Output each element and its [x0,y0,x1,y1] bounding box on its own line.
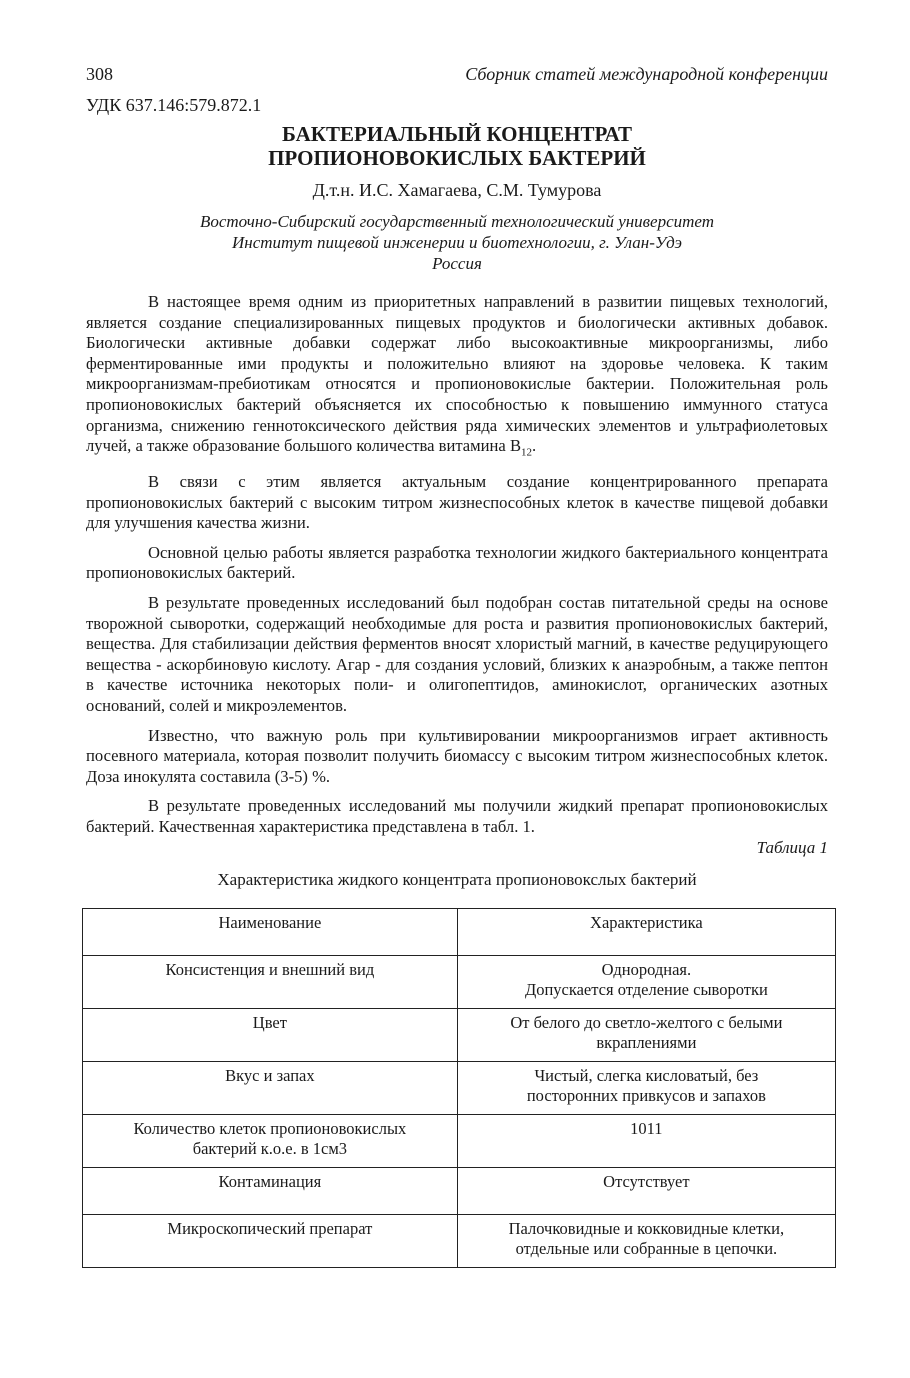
row-name [83,1114,458,1167]
paragraph-2: В связи с этим является актуальным создание концентрированного препарата пропионовокислых бактерий с высоким титром жизнеспособных клеток в качестве пищевой добавки для улучшения качества жизни. [86,472,828,533]
affiliation [86,211,828,274]
row-value [457,955,835,1008]
running-header [86,64,828,85]
row-name-line: Количество клеток пропионовокислых [133,1118,407,1138]
row-name: Контаминация [83,1167,458,1214]
row-value-line: 1011 [630,1118,663,1138]
table-header-row [83,908,836,955]
row-value-line: Чистый, слегка кисловатый, без [534,1065,759,1085]
row-value [457,1214,835,1267]
row-value-line: Отсутствует [603,1171,690,1191]
row-name-line: бактерий к.о.е. в 1см3 [192,1138,348,1158]
row-value [457,1167,835,1214]
table-row [83,955,836,1008]
paragraph-5: Известно, что важную роль при культивировании микроорганизмов играет активность посевного материала, которая позволит получить биомассу с высоким титром жизнеспособных клеток. Доза инокулята составила (3-5) %. [86,725,828,786]
table-number: Таблица 1 [756,837,828,857]
vitamin-subscript: 12 [521,446,533,459]
paragraph-6: В результате проведенных исследований мы получили жидкий препарат пропионовокислых бактерий. Качественная характеристика представлена в табл. 1. [86,796,828,836]
paper-page [86,64,828,1268]
affiliation-line-1: Восточно-Сибирский государственный технологический университет [199,212,715,231]
table-row [83,1061,836,1114]
table-row [83,1167,836,1214]
paragraph-1-end: . [532,436,537,456]
udc-code: УДК 637.146:579.872.1 [86,95,262,115]
table-row [83,1008,836,1061]
affiliation-line-3: Россия [432,254,482,273]
row-value-line: отдельные или собранные в цепочки. [515,1238,778,1258]
row-value [457,1061,835,1114]
row-value [457,1114,835,1167]
row-value-line: вкраплениями [596,1032,697,1052]
affiliation-line-2: Институт пищевой инженерии и биотехнологии, г. Улан-Удэ [232,233,682,252]
authors: Д.т.н. И.С. Хамагаева, С.М. Тумурова [312,180,602,200]
row-value-line: Палочковидные и кокковидные клетки, [508,1218,785,1238]
row-name: Вкус и запах [83,1061,458,1114]
column-header-name: Наименование [83,908,458,955]
article-title [86,122,828,170]
title-line-2: ПРОПИОНОВОКИСЛЫХ БАКТЕРИЙ [268,146,646,170]
row-value-line: От белого до светло-желтого с белыми [510,1012,783,1032]
table-caption: Характеристика жидкого концентрата пропионовокслых бактерий [217,869,697,889]
journal-title: Сборник статей международной конференции [465,64,828,84]
table-row [83,1214,836,1267]
characteristics-table [82,908,836,1268]
row-value-line: посторонних привкусов и запахов [526,1085,766,1105]
page-number: 308 [86,64,113,84]
row-name: Консистенция и внешний вид [83,955,458,1008]
row-name: Микроскопический препарат [83,1214,458,1267]
column-header-characteristic: Характеристика [457,908,835,955]
paragraph-1 [86,292,828,463]
table-row [83,1114,836,1167]
row-value-line: Однородная. [601,959,692,979]
paragraph-1-text: В настоящее время одним из приоритетных направлений в развитии пищевых технологий, является создание специализированных пищевых продуктов и биологически активных добавок. Биологически активные добавки содержат либо высокоактивные микроорганизмы, либо ферментированные ими продукты и положительно влияют на здоровье человека. К таким микроорганизмам-пребиотикам относятся и пропионовокислые бактерии. Положительная роль пропионовокислых бактерий объясняется их способностью к повышению иммунного статуса организма, снижению геннотоксического действия ряда химических элементов и ультрафиолетовых лучей, а также образование большого количества витамина B [86,292,828,456]
row-value-line: Допускается отделение сыворотки [524,979,768,999]
paragraph-3: Основной целью работы является разработка технологии жидкого бактериального концентрата пропионовокислых бактерий. [86,542,828,583]
title-line-1: БАКТЕРИАЛЬНЫЙ КОНЦЕНТРАТ [282,122,632,146]
row-value [457,1008,835,1061]
paragraph-4: В результате проведенных исследований был подобран состав питательной среды на основе творожной сыворотки, содержащий необходимые для роста и развития пропионовокислых бактерий, вещества. Для стабилизации действия ферментов вносят хлористый магний, в качестве редуцирующего вещества - аскорбиновую кислоту. Агар - для создания условий, близких к анаэробным, а также пептон в качестве источника некоторых поли- и олигопептидов, аминокислот, органических азотных оснований, солей и микроэлементов. [86,593,828,715]
row-name: Цвет [83,1008,458,1061]
